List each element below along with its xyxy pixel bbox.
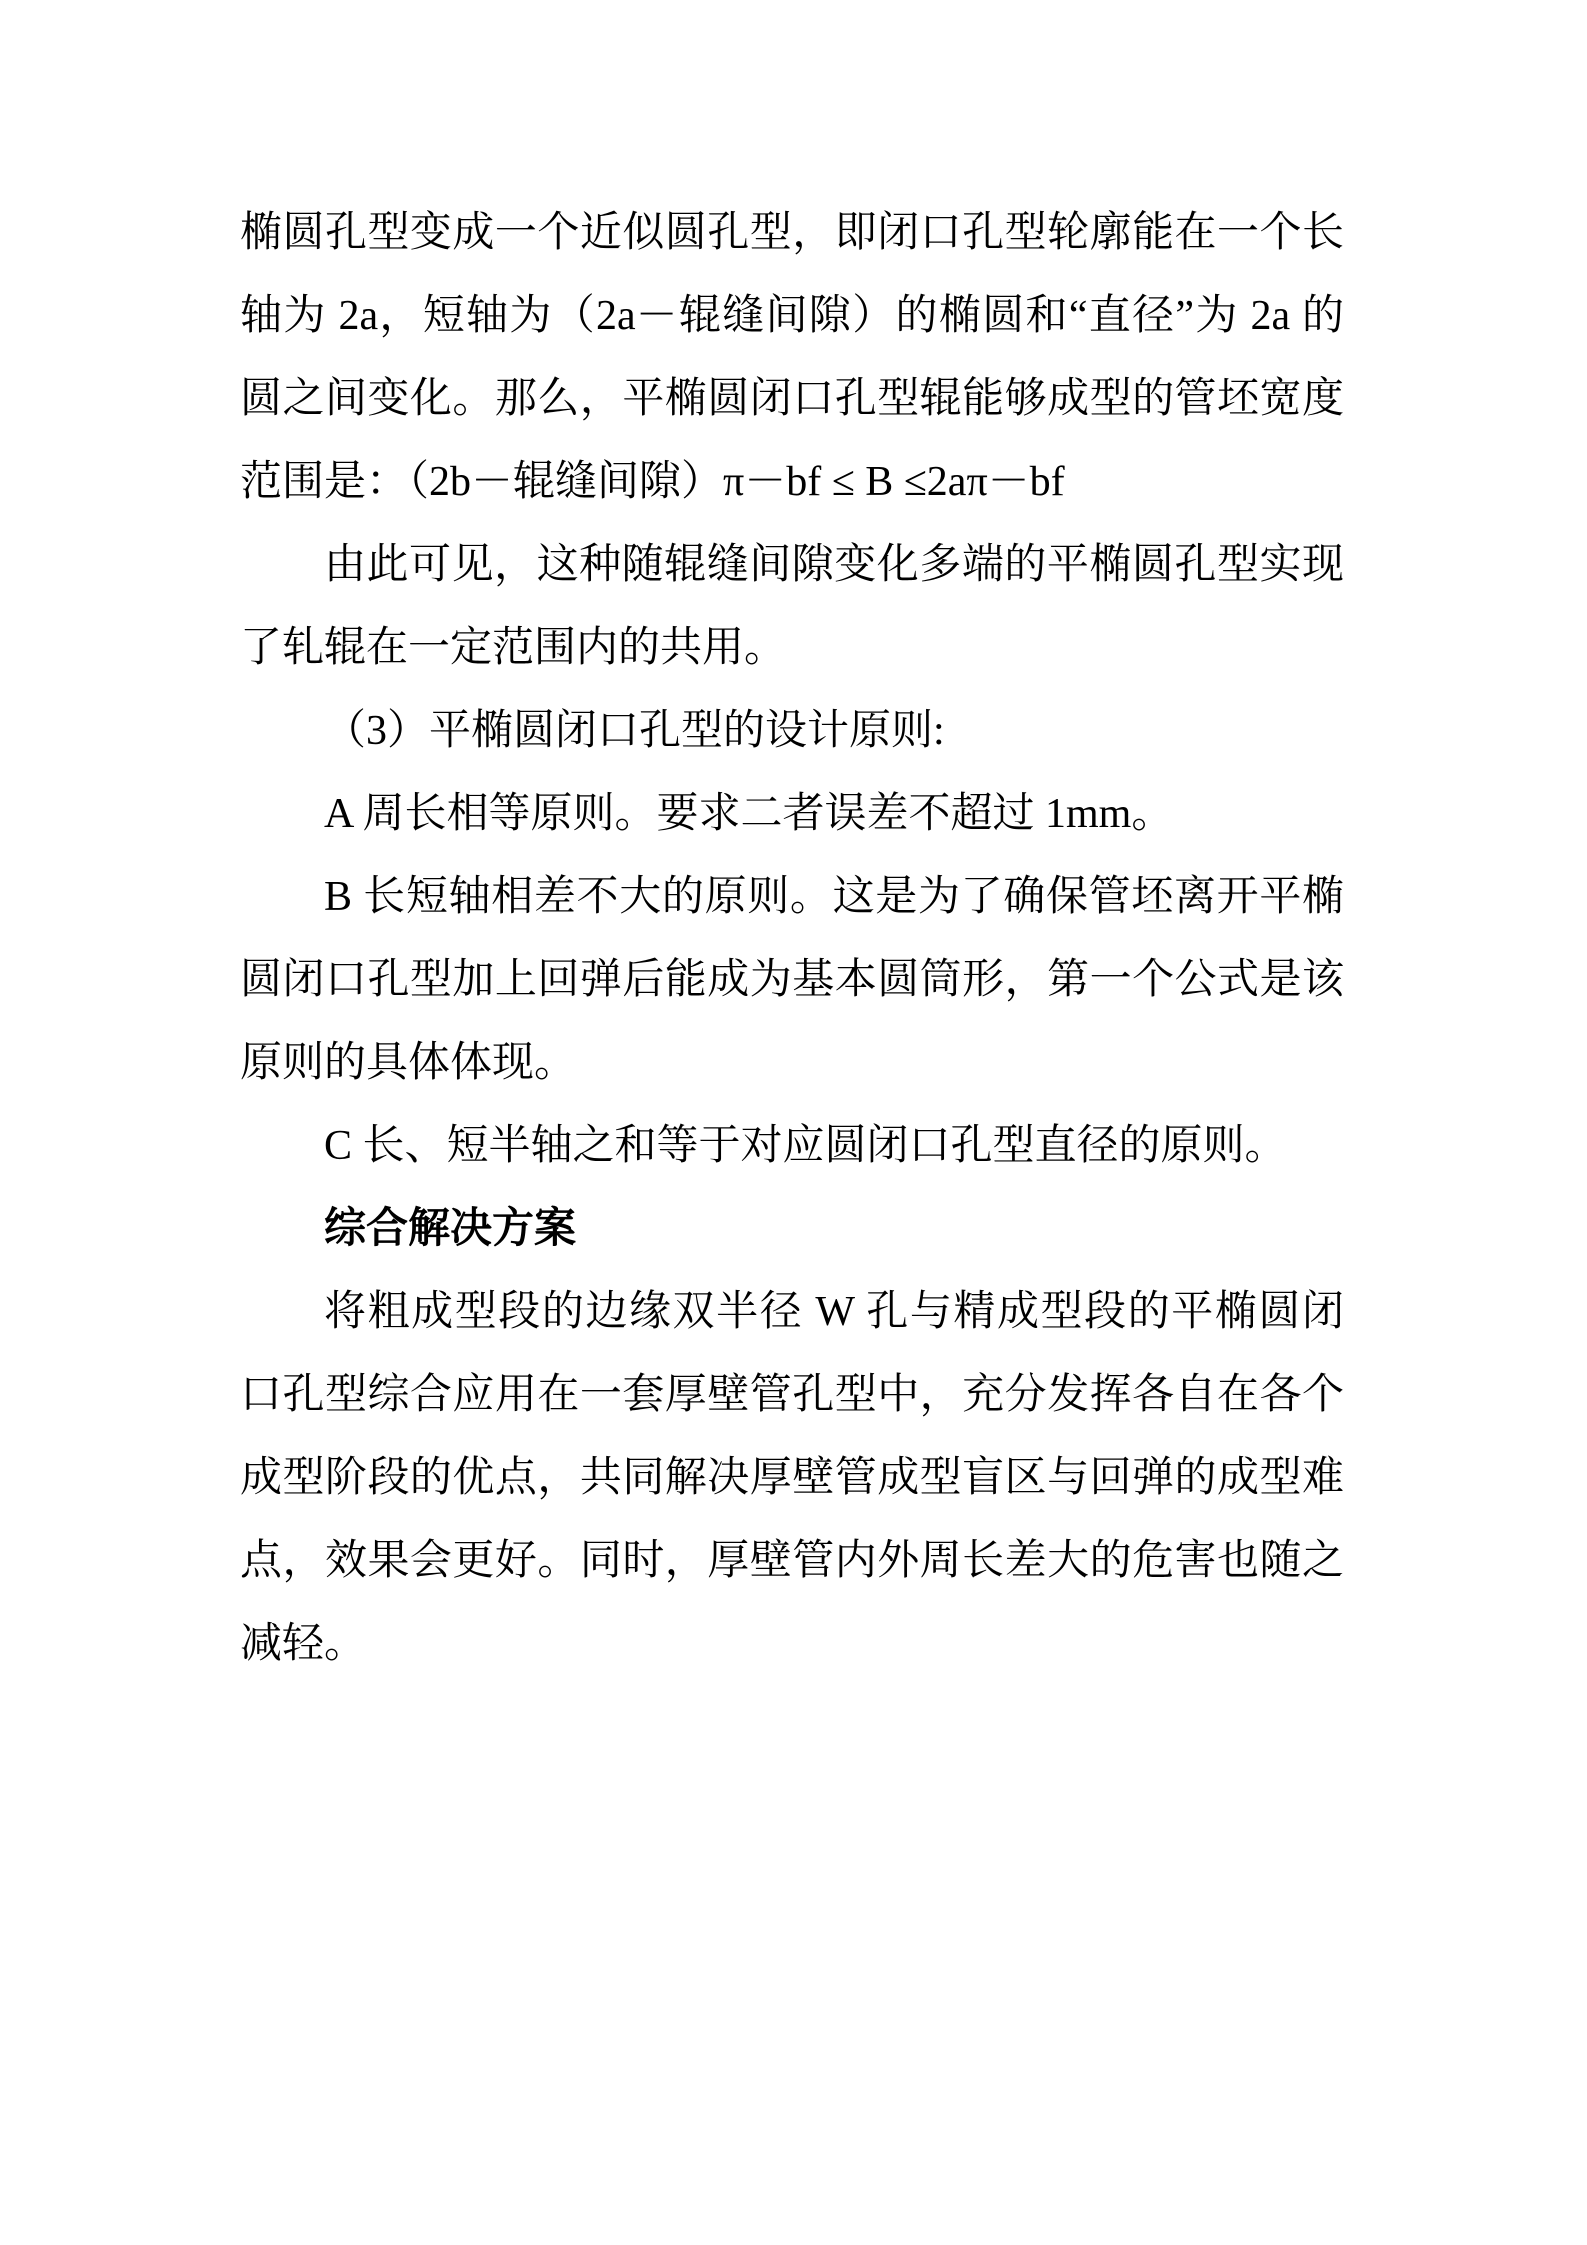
paragraph: B 长短轴相差不大的原则。这是为了确保管坯离开平椭圆闭口孔型加上回弹后能成为基本圆筒形，第一个公式是该原则的具体体现。: [240, 874, 1344, 1086]
document-body: [240, 192, 1344, 1686]
paragraph: （3）平椭圆闭口孔型的设计原则:: [324, 708, 945, 754]
paragraph: C 长、短半轴之和等于对应圆闭口孔型直径的原则。: [324, 1123, 1287, 1169]
section-heading: 综合解决方案: [324, 1206, 577, 1252]
paragraph: A 周长相等原则。要求二者误差不超过 1mm。: [324, 791, 1174, 837]
paragraph: 将粗成型段的边缘双半径 W 孔与精成型段的平椭圆闭口孔型综合应用在一套厚壁管孔型中，充分发挥各自在各个成型阶段的优点，共同解决厚壁管成型盲区与回弹的成型难点，效果会更好。同时，厚壁管内外周长差大的危害也随之减轻。: [240, 1289, 1344, 1667]
paragraph: 由此可见，这种随辊缝间隙变化多端的平椭圆孔型实现了轧辊在一定范围内的共用。: [240, 542, 1344, 671]
paragraph: 椭圆孔型变成一个近似圆孔型，即闭口孔型轮廓能在一个长轴为 2a，短轴为（2a－辊缝间隙）的椭圆和“直径”为 2a 的圆之间变化。那么，平椭圆闭口孔型辊能够成型的管坯宽度范围是：（2b－辊缝间隙）π－bf ≤ B ≤2aπ－bf: [240, 210, 1344, 505]
